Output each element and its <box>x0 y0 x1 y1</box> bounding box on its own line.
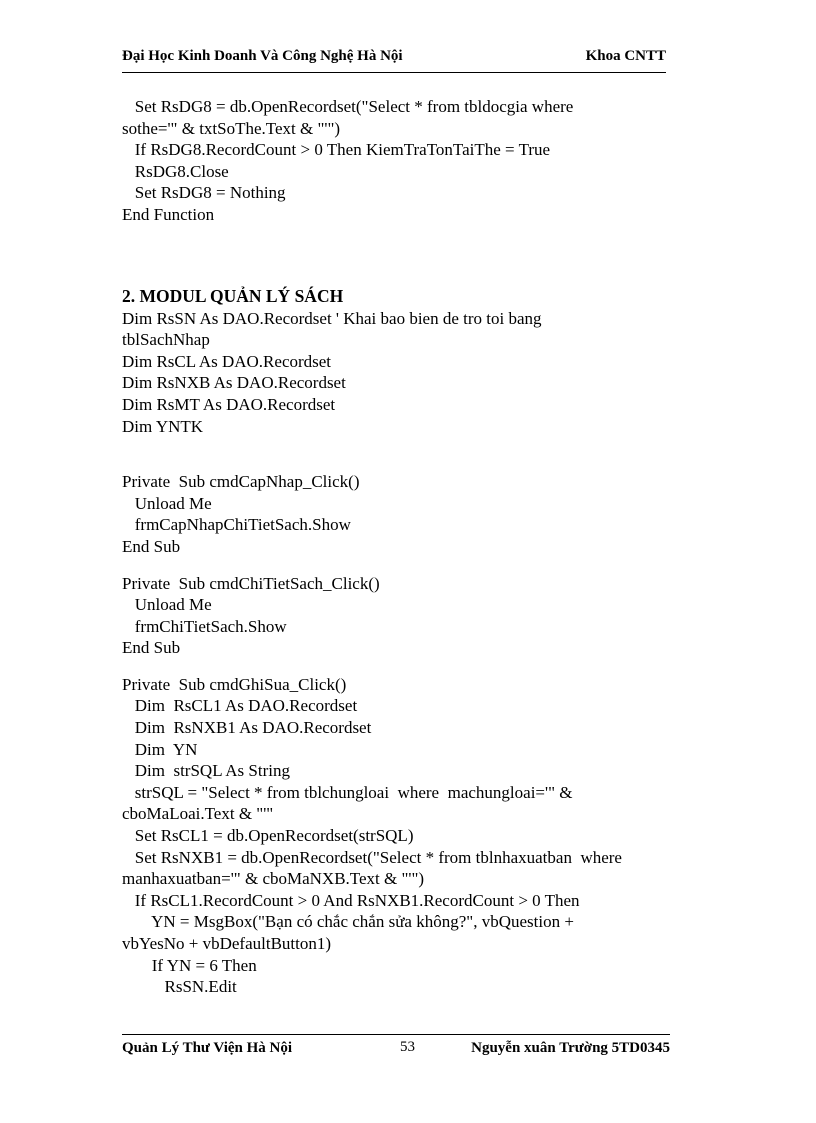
code-line: Set RsDG8 = db.OpenRecordset("Select * from tbldocgia where <box>122 97 574 116</box>
code-line: Set RsCL1 = db.OpenRecordset(strSQL) <box>122 826 414 846</box>
code-line: Unload Me <box>122 595 212 615</box>
code-line: Dim RsCL As DAO.Recordset <box>122 351 332 371</box>
code-line: Dim YNTK <box>122 416 204 436</box>
document-body <box>122 96 702 998</box>
code-line: Dim RsNXB1 As DAO.Recordset <box>122 718 372 738</box>
spacer <box>122 558 702 573</box>
code-line: Dim strSQL As String <box>122 761 290 781</box>
code-line: End Function <box>122 204 215 224</box>
section-heading: 2. MODUL QUẢN LÝ SÁCH <box>122 285 344 306</box>
code-line: Dim RsSN As DAO.Recordset ' Khai bao bien de tro toi bang <box>122 308 542 328</box>
code-line: frmCapNhapChiTietSach.Show <box>122 515 351 535</box>
code-line: Private Sub cmdChiTietSach_Click() <box>122 573 380 593</box>
code-line: If YN = 6 Then <box>122 955 257 975</box>
code-line: If RsDG8.RecordCount > 0 Then KiemTraTonTaiThe = True <box>122 140 551 160</box>
code-line: Dim RsCL1 As DAO.Recordset <box>122 696 358 716</box>
code-line: Dim RsMT As DAO.Recordset <box>122 394 336 414</box>
code-line: Private Sub cmdGhiSua_Click() <box>122 674 347 694</box>
page-header <box>122 48 666 70</box>
spacer <box>122 659 702 674</box>
code-line: RsDG8.Close <box>122 161 229 181</box>
code-line: Dim YN <box>122 739 198 759</box>
code-line: strSQL = "Select * from tblchungloai where machungloai='" & <box>122 782 573 802</box>
code-line: cboMaLoai.Text & "'" <box>122 804 274 824</box>
code-line: If RsCL1.RecordCount > 0 And RsNXB1.RecordCount > 0 Then <box>122 890 580 910</box>
code-line: Set RsDG8 = Nothing <box>122 183 286 203</box>
page-number: 53 <box>400 1039 415 1055</box>
code-line: Dim RsNXB As DAO.Recordset <box>122 373 346 393</box>
code-line: Unload Me <box>122 493 212 513</box>
code-line: YN = MsgBox("Bạn có chắc chắn sửa không?", vbQuestion + <box>122 912 574 932</box>
code-line: tblSachNhap <box>122 330 210 350</box>
header-university: Đại Học Kinh Doanh Và Công Nghệ Hà Nội <box>122 48 403 64</box>
code-line: End Sub <box>122 638 181 658</box>
code-line: RsSN.Edit <box>122 977 237 997</box>
footer-title: Quản Lý Thư Viện Hà Nội <box>122 1040 293 1056</box>
spacer <box>122 226 702 284</box>
code-line: frmChiTietSach.Show <box>122 616 287 636</box>
header-faculty: Khoa CNTT <box>585 48 666 64</box>
code-line: vbYesNo + vbDefaultButton1) <box>122 934 332 953</box>
footer-author: Nguyễn xuân Trường 5TD0345 <box>471 1040 670 1056</box>
spacer <box>122 437 702 471</box>
footer-divider <box>122 1034 670 1035</box>
code-line: sothe='" & txtSoThe.Text & "'") <box>122 118 341 138</box>
code-line: manhaxuatban='" & cboMaNXB.Text & "'") <box>122 869 425 889</box>
page-footer <box>122 1040 670 1062</box>
code-line: Set RsNXB1 = db.OpenRecordset("Select * from tblnhaxuatban where <box>122 847 622 867</box>
header-divider <box>122 72 666 73</box>
code-line: Private Sub cmdCapNhap_Click() <box>122 472 360 492</box>
code-line: End Sub <box>122 536 181 556</box>
